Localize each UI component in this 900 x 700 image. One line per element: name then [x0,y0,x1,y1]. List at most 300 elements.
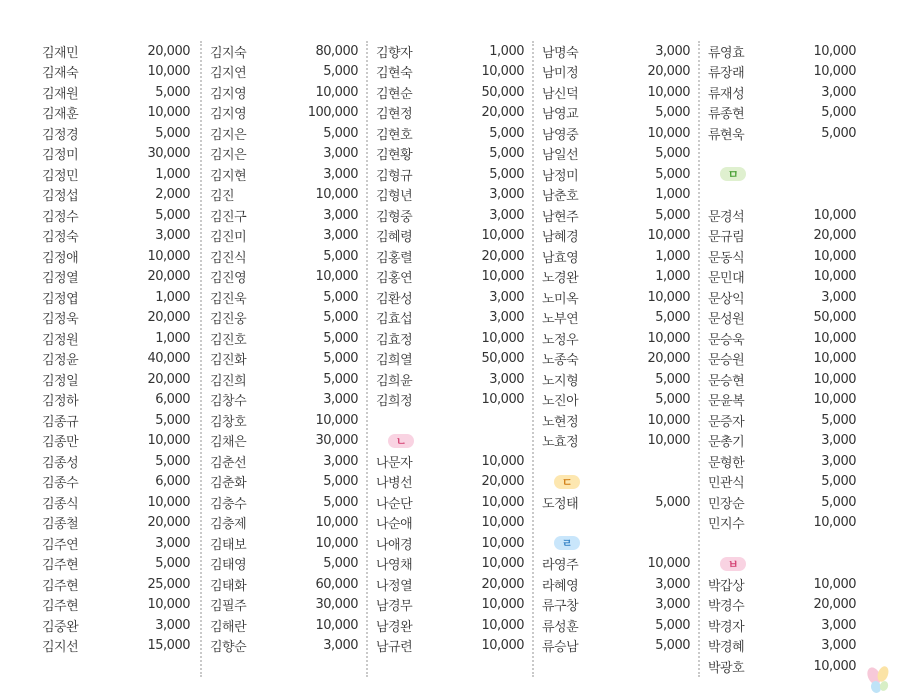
donor-row [376,164,528,185]
donor-name: 류승남 [542,640,579,656]
donor-name: 김현정 [376,107,413,123]
donor-name: 노효정 [542,435,579,451]
donor-name: 문승현 [708,373,745,389]
donor-name: 남명숙 [542,45,579,61]
donor-name: 문승욱 [708,332,745,348]
donor-row [376,492,528,513]
donor-row [708,451,860,472]
donor-row [708,574,860,595]
donation-amount: 3,000 [821,289,856,305]
donor-name: 라혜영 [542,578,579,594]
donation-amount: 3,000 [155,535,190,551]
donor-name: 남춘호 [542,189,579,205]
donation-amount: 10,000 [315,269,358,285]
donor-row [210,390,362,411]
donor-row [376,308,528,329]
donor-name: 류종현 [708,107,745,123]
donor-name: 김춘선 [210,455,247,471]
section-badge: ㄴ [388,434,414,448]
donation-amount: 5,000 [323,330,358,346]
donor-row [210,62,362,83]
donor-row [376,349,528,370]
donor-name: 문윤복 [708,394,745,410]
donation-amount: 5,000 [821,474,856,490]
donation-amount: 10,000 [481,597,524,613]
donor-row [210,287,362,308]
donor-name: 남정미 [542,168,579,184]
donor-name: 김종수 [42,476,79,492]
donation-amount: 5,000 [323,556,358,572]
donation-amount: 5,000 [655,638,690,654]
donor-name: 문성원 [708,312,745,328]
donor-name: 김지숙 [210,45,247,61]
donor-name: 김재숙 [42,66,79,82]
donation-amount: 3,000 [821,433,856,449]
donation-amount: 20,000 [647,351,690,367]
donation-amount: 30,000 [147,146,190,162]
donor-name: 나순애 [376,517,413,533]
donor-column-4 [532,41,698,677]
donation-amount: 5,000 [155,84,190,100]
donor-row [376,267,528,288]
donor-name: 김창호 [210,414,247,430]
donor-row [708,246,860,267]
donor-name: 문증자 [708,414,745,430]
donation-amount: 5,000 [489,166,524,182]
donation-amount: 3,000 [323,228,358,244]
donor-name: 남경무 [376,599,413,615]
spacer [708,533,860,554]
donor-row [708,205,860,226]
donor-name: 문경석 [708,209,745,225]
donation-amount: 20,000 [813,228,856,244]
donor-name: 남미정 [542,66,579,82]
donation-amount: 50,000 [481,351,524,367]
donor-name: 류재성 [708,86,745,102]
donor-row [210,123,362,144]
donor-name: 문형한 [708,455,745,471]
donor-name: 김향자 [376,45,413,61]
donor-name: 라영주 [542,558,579,574]
donation-amount: 10,000 [315,515,358,531]
donor-name: 박경혜 [708,640,745,656]
donation-amount: 3,000 [323,392,358,408]
donation-amount: 3,000 [489,371,524,387]
donor-name: 나정열 [376,578,413,594]
donor-row [42,390,196,411]
donor-name: 김태영 [210,558,247,574]
donor-name: 노진아 [542,394,579,410]
donor-row [210,267,362,288]
donor-row [210,349,362,370]
donor-name: 김정민 [42,168,79,184]
donor-row [42,513,196,534]
donation-amount: 3,000 [655,576,690,592]
donation-amount: 5,000 [323,494,358,510]
donor-row [708,615,860,636]
donor-row [210,41,362,62]
donation-amount: 10,000 [147,494,190,510]
donor-row [542,267,694,288]
donor-name: 김정수 [42,209,79,225]
donor-name: 김지선 [42,640,79,656]
donation-amount: 5,000 [155,207,190,223]
donation-amount: 1,000 [489,43,524,59]
donor-row [542,205,694,226]
donor-row [42,123,196,144]
donor-row [376,123,528,144]
donor-name: 김정일 [42,373,79,389]
donor-name: 박광호 [708,660,745,676]
donor-row [708,595,860,616]
donor-row [210,328,362,349]
donation-amount: 3,000 [655,43,690,59]
donor-name: 노현정 [542,414,579,430]
donation-amount: 80,000 [315,43,358,59]
donor-row [42,287,196,308]
donor-row [210,574,362,595]
donor-name: 김현황 [376,148,413,164]
donation-amount: 50,000 [481,84,524,100]
donor-name: 남규련 [376,640,413,656]
donor-row [42,185,196,206]
donation-amount: 10,000 [647,433,690,449]
donation-amount: 5,000 [323,351,358,367]
donor-row [42,574,196,595]
donor-name: 문총기 [708,435,745,451]
donation-amount: 10,000 [481,535,524,551]
donor-row [210,533,362,554]
donor-name: 김홍연 [376,271,413,287]
donor-name: 김진웅 [210,312,247,328]
donor-row [42,472,196,493]
donation-amount: 10,000 [481,494,524,510]
donor-row [542,185,694,206]
donor-name: 김종식 [42,496,79,512]
donor-name: 김태화 [210,578,247,594]
donor-name: 김종만 [42,435,79,451]
donor-name: 김진욱 [210,291,247,307]
donor-name: 김정섭 [42,189,79,205]
donor-name: 류장래 [708,66,745,82]
donor-row [210,451,362,472]
donor-row [42,41,196,62]
donation-amount: 5,000 [655,166,690,182]
donor-name: 김현호 [376,127,413,143]
donation-amount: 3,000 [489,310,524,326]
donation-amount: 5,000 [155,412,190,428]
donation-amount: 5,000 [655,617,690,633]
donor-name: 남영교 [542,107,579,123]
donor-row [542,62,694,83]
donation-amount: 10,000 [315,617,358,633]
donation-amount: 10,000 [481,228,524,244]
donation-amount: 10,000 [813,330,856,346]
donation-amount: 60,000 [315,576,358,592]
donation-amount: 5,000 [655,494,690,510]
donor-row [210,431,362,452]
donation-amount: 10,000 [481,638,524,654]
donor-name: 김희열 [376,353,413,369]
donor-row [708,287,860,308]
donor-row [42,369,196,390]
donor-row [708,41,860,62]
donor-row [542,574,694,595]
donation-amount: 3,000 [489,187,524,203]
donor-row [542,492,694,513]
donor-row [376,144,528,165]
donor-name: 나병선 [376,476,413,492]
donation-amount: 3,000 [655,597,690,613]
donor-name: 남효영 [542,250,579,266]
donor-row [542,144,694,165]
donor-row [542,103,694,124]
donation-amount: 1,000 [155,289,190,305]
donor-row [542,82,694,103]
donation-amount: 3,000 [821,617,856,633]
donation-amount: 5,000 [821,105,856,121]
section-badge: ㄹ [554,536,580,550]
donor-name: 류성훈 [542,619,579,635]
donor-name: 김종성 [42,455,79,471]
donation-amount: 100,000 [307,105,358,121]
donor-name: 김효정 [376,332,413,348]
donor-row [42,82,196,103]
donation-amount: 1,000 [155,166,190,182]
donor-row [376,226,528,247]
donation-amount: 5,000 [489,125,524,141]
donor-row [210,103,362,124]
donation-amount: 10,000 [315,412,358,428]
donor-row [376,472,528,493]
donor-column-1 [42,41,200,677]
donation-amount: 10,000 [147,433,190,449]
donation-amount: 10,000 [147,64,190,80]
donor-row [708,656,860,677]
donation-amount: 10,000 [813,515,856,531]
donor-row [376,513,528,534]
donor-row [708,328,860,349]
donation-amount: 10,000 [481,556,524,572]
donation-amount: 3,000 [821,638,856,654]
donation-amount: 40,000 [147,351,190,367]
donation-amount: 10,000 [147,105,190,121]
donation-amount: 10,000 [647,289,690,305]
donor-row [42,205,196,226]
donor-row [376,451,528,472]
donation-amount: 3,000 [155,228,190,244]
donor-row [542,41,694,62]
donation-amount: 3,000 [323,166,358,182]
donor-name: 노종숙 [542,353,579,369]
donor-name: 김정하 [42,394,79,410]
donation-amount: 10,000 [315,84,358,100]
donor-row [42,144,196,165]
donor-name: 노부연 [542,312,579,328]
donor-name: 류구창 [542,599,579,615]
donor-row [376,62,528,83]
donor-row [376,369,528,390]
section-badge: ㄷ [554,475,580,489]
donor-name: 김홍렬 [376,250,413,266]
donation-amount: 3,000 [323,146,358,162]
donation-amount: 10,000 [481,617,524,633]
donation-amount: 10,000 [315,187,358,203]
donor-row [210,164,362,185]
donor-name: 김정열 [42,271,79,287]
donor-name: 김희정 [376,394,413,410]
donation-amount: 10,000 [481,330,524,346]
donor-column-5 [698,41,864,677]
donor-row [542,595,694,616]
donor-row [376,574,528,595]
donor-row [376,41,528,62]
donation-amount: 10,000 [147,248,190,264]
donation-amount: 5,000 [323,310,358,326]
donor-name: 문민대 [708,271,745,287]
donor-row [708,513,860,534]
donor-row [42,410,196,431]
donation-amount: 5,000 [821,125,856,141]
donor-row [708,492,860,513]
donation-amount: 20,000 [147,269,190,285]
donor-row [376,615,528,636]
donor-name: 나순단 [376,496,413,512]
donation-amount: 3,000 [155,617,190,633]
donor-name: 김희윤 [376,373,413,389]
donor-row [542,328,694,349]
donor-row [42,595,196,616]
donor-row [376,246,528,267]
donor-name: 김정애 [42,250,79,266]
donor-row [542,615,694,636]
donor-name: 박갑상 [708,578,745,594]
donor-row [708,390,860,411]
donor-row [708,62,860,83]
donor-name: 김지은 [210,127,247,143]
donor-name: 민장순 [708,496,745,512]
donation-amount: 30,000 [315,433,358,449]
donation-amount: 20,000 [147,310,190,326]
donor-row [210,410,362,431]
donor-row [376,533,528,554]
donation-amount: 30,000 [315,597,358,613]
donor-row [376,205,528,226]
spacer [708,185,860,206]
donor-row [542,554,694,575]
donation-amount: 10,000 [647,84,690,100]
donor-name: 김춘화 [210,476,247,492]
donation-amount: 10,000 [813,43,856,59]
donation-amount: 2,000 [155,187,190,203]
donation-amount: 5,000 [821,412,856,428]
donor-name: 김현숙 [376,66,413,82]
donation-amount: 6,000 [155,474,190,490]
donor-name: 나문자 [376,455,413,471]
donor-name: 김지연 [210,66,247,82]
donation-amount: 3,000 [323,638,358,654]
donor-name: 나영채 [376,558,413,574]
donor-name: 김창수 [210,394,247,410]
donor-name: 김정윤 [42,353,79,369]
donor-row [42,62,196,83]
donation-amount: 1,000 [155,330,190,346]
donation-amount: 3,000 [323,207,358,223]
butterfly-logo-icon [862,664,894,696]
donation-amount: 50,000 [813,310,856,326]
donor-name: 남현주 [542,209,579,225]
donor-name: 김형년 [376,189,413,205]
donor-name: 김혜령 [376,230,413,246]
donation-amount: 10,000 [813,64,856,80]
donor-name: 문규림 [708,230,745,246]
donor-name: 김정숙 [42,230,79,246]
donor-name: 김필주 [210,599,247,615]
donor-row [376,595,528,616]
donor-row [542,390,694,411]
donor-name: 남영중 [542,127,579,143]
donor-row [708,349,860,370]
donor-row [542,226,694,247]
donor-row [376,185,528,206]
donor-name: 류현욱 [708,127,745,143]
donor-name: 김주현 [42,599,79,615]
spacer [708,144,860,165]
donation-amount: 10,000 [813,371,856,387]
donor-row [376,328,528,349]
donor-name: 김정미 [42,148,79,164]
donor-row [210,513,362,534]
donor-row [708,82,860,103]
donor-column-3 [366,41,532,677]
donor-name: 남혜경 [542,230,579,246]
donor-name: 김해란 [210,619,247,635]
donor-name: 김정원 [42,332,79,348]
donor-row [210,185,362,206]
donation-amount: 20,000 [481,248,524,264]
donation-amount: 5,000 [821,494,856,510]
donor-column-2 [200,41,366,677]
donation-amount: 3,000 [821,84,856,100]
donor-name: 김지영 [210,86,247,102]
donor-name: 김향순 [210,640,247,656]
donor-name: 김충제 [210,517,247,533]
donation-amount: 10,000 [813,207,856,223]
donation-amount: 5,000 [655,371,690,387]
donor-row [376,103,528,124]
donor-row [210,226,362,247]
donor-row [210,636,362,657]
donor-name: 문동식 [708,250,745,266]
donor-name: 김주현 [42,578,79,594]
donor-name: 김재민 [42,45,79,61]
donation-amount: 10,000 [647,556,690,572]
donor-row [542,410,694,431]
donation-amount: 5,000 [655,207,690,223]
donation-amount: 20,000 [647,64,690,80]
donor-row [210,144,362,165]
donor-name: 노경완 [542,271,579,287]
donor-name: 김환성 [376,291,413,307]
donor-row [708,123,860,144]
spacer [542,451,694,472]
donor-name: 김채은 [210,435,247,451]
donor-row [42,451,196,472]
donation-amount: 1,000 [655,187,690,203]
donation-amount: 20,000 [481,474,524,490]
section-header [542,472,694,493]
donor-row [708,472,860,493]
